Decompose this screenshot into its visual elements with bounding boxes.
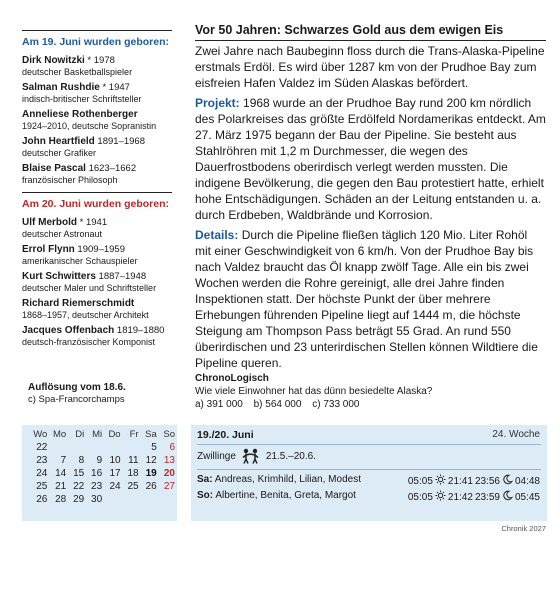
solution-answer: c) Spa-Francorchamps — [28, 394, 125, 405]
person-line — [22, 55, 172, 67]
calendar-day: 8 — [78, 455, 85, 466]
sun-icon — [435, 490, 446, 505]
person-years: 1891–1968 — [94, 136, 145, 147]
day-info-box — [191, 425, 547, 521]
calendar-day: 6 — [169, 442, 175, 453]
person-line — [22, 244, 172, 256]
calendar-day: 14 — [55, 468, 67, 479]
calendar-day: 7 — [60, 455, 67, 466]
calendar-week-row — [30, 467, 177, 480]
person-description: deutscher Basketballspieler — [22, 67, 133, 77]
person-description: deutsch-französischer Komponist — [22, 337, 156, 347]
person-years: * 1978 — [84, 55, 115, 66]
sa-moonrise: 23:56 — [474, 475, 500, 487]
sa-label: Sa: — [197, 474, 213, 485]
person-years: 1819–1880 — [114, 325, 165, 336]
calendar-day: 21 — [55, 481, 67, 492]
calendar-week-row — [30, 480, 177, 493]
person-description: 1924–2010, deutsche Sopranistin — [22, 121, 157, 131]
sa-names: Andreas, Krimhild, Lilian, Modest — [212, 474, 361, 485]
sun-icon — [435, 474, 446, 489]
article-projekt — [195, 95, 546, 223]
article-details — [195, 227, 546, 371]
zodiac — [197, 448, 316, 464]
person-name: Errol Flynn — [22, 244, 75, 255]
calendar-week-number: 22 — [36, 442, 48, 453]
calendar-week-number: 25 — [36, 481, 48, 492]
sun-moon-sa — [408, 474, 540, 489]
person-name: Dirk Nowitzki — [22, 55, 85, 66]
birthday-entry — [22, 109, 172, 132]
calendar-header: Mo — [53, 429, 67, 440]
zodiac-range: 21.5.–20.6. — [265, 450, 316, 462]
so-names: Albertine, Benita, Greta, Margot — [213, 490, 356, 501]
option-a: a) 391 000 — [195, 399, 243, 410]
person-name: Jacques Offenbach — [22, 325, 115, 336]
birthday-entry — [22, 136, 172, 159]
projekt-label: Projekt: — [195, 96, 240, 110]
projekt-text: 1968 wurde an der Prudhoe Bay rund 200 km nördlich des Polarkreises das größte Erdölfeld Nordamerikas entdeckt. Am 27. März 1975 begann der Bau der Pipeline. Sie besteht aus Stahlröhren mit 1,2 m Durchmesser, die wegen des Dauerfrostbodens oberirdisch verlegt werden mussten. Die indigene Bevölkerung, die gegen den Bau protestiert hatte, erhielt hohe Entschädigungen. Schäden an der Leitung entstanden u. a. durch Erdbeben, Waldbrände und Korrosion. — [195, 96, 546, 222]
person-line — [22, 82, 172, 94]
calendar-day — [123, 441, 141, 454]
footer-label: Chronik 2027 — [501, 524, 546, 533]
calendar-day — [141, 493, 159, 506]
calendar-day: 23 — [91, 481, 103, 492]
birthdays-column — [22, 30, 172, 352]
calendar-day: 22 — [73, 481, 85, 492]
article-intro: Zwei Jahre nach Baubeginn floss durch die Trans-Alaska-Pipeline erstmals Erdöl. Es wird über 1287 km von der Prudhoe Bay zum eisfreien Hafen Valdez im Süden Alaskas befördert. — [195, 44, 545, 90]
person-name: Anneliese Rothenberger — [22, 109, 138, 120]
calendar-header: Do — [108, 429, 121, 440]
sa-sunset: 21:41 — [447, 475, 473, 487]
person-line — [22, 298, 172, 310]
divider — [197, 469, 541, 470]
week-number: 24. Woche — [492, 429, 540, 440]
born-20-heading: Am 20. Juni wurden geboren: — [22, 198, 170, 210]
article-title: Vor 50 Jahren: Schwarzes Gold aus dem ewigen Eis — [195, 21, 546, 41]
calendar-day: 27 — [163, 481, 175, 492]
moon-icon — [502, 490, 513, 505]
birthday-entry — [22, 163, 172, 186]
calendar-day: 16 — [91, 468, 103, 479]
so-moonrise: 23:59 — [474, 491, 500, 503]
calendar-day — [104, 493, 122, 506]
calendar-header: Di — [75, 429, 85, 440]
calendar-day — [123, 493, 141, 506]
article — [195, 21, 546, 375]
birthday-entry — [22, 82, 172, 105]
chrono-options — [195, 398, 550, 411]
calendar-day: 19 — [145, 468, 157, 479]
divider — [197, 444, 541, 445]
solution-title: Auflösung vom 18.6. — [28, 382, 126, 393]
moon-icon — [502, 474, 513, 489]
calendar-header: Mi — [92, 429, 103, 440]
day-date: 19./20. Juni — [197, 429, 254, 441]
calendar-week-row — [30, 441, 177, 454]
calendar-week-row — [30, 454, 177, 467]
person-line — [22, 163, 172, 175]
birthday-entry — [22, 271, 172, 294]
person-name: Richard Riemerschmidt — [22, 298, 135, 309]
calendar-day: 25 — [127, 481, 139, 492]
calendar-day: 24 — [109, 481, 121, 492]
person-line — [22, 271, 172, 283]
person-description: indisch-britischer Schriftsteller — [22, 94, 142, 104]
so-label: So: — [197, 490, 214, 501]
calendar-day — [104, 441, 122, 454]
option-c: c) 733 000 — [312, 399, 360, 410]
option-b: b) 564 000 — [253, 399, 302, 410]
person-description: deutscher Astronaut — [22, 229, 103, 239]
calendar-week-number: 23 — [36, 455, 48, 466]
calendar-day: 20 — [163, 468, 175, 479]
sa-sunrise: 05:05 — [407, 475, 433, 487]
calendar-day: 30 — [91, 494, 103, 505]
calendar-week-row — [30, 493, 177, 506]
person-name: Blaise Pascal — [22, 163, 86, 174]
calendar-day: 9 — [96, 455, 103, 466]
so-moonset: 05:45 — [514, 491, 540, 503]
person-years: * 1947 — [99, 82, 130, 93]
sun-moon-so — [408, 490, 540, 505]
so-sunrise: 05:05 — [407, 491, 433, 503]
name-days-sa — [197, 474, 361, 486]
sa-moonset: 04:48 — [514, 475, 540, 487]
gemini-icon — [241, 448, 261, 464]
person-description: deutscher Grafiker — [22, 148, 97, 158]
details-label: Details: — [195, 228, 239, 242]
calendar-header: Fr — [129, 429, 139, 440]
born-19-list — [22, 55, 172, 186]
calendar-week-number: 26 — [36, 494, 48, 505]
calendar-header: Wo — [33, 429, 48, 440]
calendar-day: 13 — [163, 455, 175, 466]
details-text: Durch die Pipeline fließen täglich 120 Mio. Liter Rohöl mit einer Geschwindigkeit von 6 km/h. Von der Prudhoe Bay bis nach Valdez braucht das Öl knapp zwölf Tage. Alle ein bis zwei Wochen werden die Rohre gereinigt, alle drei Jahre finden Inspektionen statt. Der höchste Punkt der über mehrere Erhebungen führenden Pipeline liegt auf 1444 m, die höchste Steigung am Thompson Pass beträgt 55 Grad. An rund 550 überirdischen und 23 unterirdischen Stellen können Wildtiere die Pipeline queren. — [195, 228, 538, 370]
calendar-day — [49, 441, 68, 454]
calendar-day: 18 — [127, 468, 139, 479]
name-days-so — [197, 490, 356, 502]
chrono-quiz — [195, 372, 550, 411]
birthday-entry — [22, 244, 172, 267]
person-line — [22, 109, 172, 121]
chrono-question: Wie viele Einwohner hat das dünn besiedelte Alaska? — [195, 386, 433, 397]
birthday-entry — [22, 217, 172, 240]
birthday-entry — [22, 325, 172, 348]
divider — [22, 30, 172, 31]
person-name: Salman Rushdie — [22, 82, 100, 93]
person-years: 1887–1948 — [95, 271, 147, 282]
calendar-day: 11 — [128, 455, 139, 466]
birthday-entry — [22, 298, 172, 321]
person-years: * 1941 — [77, 217, 108, 228]
person-description: 1868–1957, deutscher Architekt — [22, 310, 149, 320]
zodiac-name: Zwillinge — [197, 450, 236, 462]
calendar-day: 17 — [109, 468, 121, 479]
person-description: deutscher Maler und Schriftsteller — [22, 283, 157, 293]
solution-block — [28, 381, 178, 406]
divider — [22, 192, 172, 193]
calendar-day: 28 — [55, 494, 67, 505]
person-name: John Heartfield — [22, 136, 95, 147]
calendar-day: 15 — [73, 468, 85, 479]
person-line — [22, 136, 172, 148]
calendar-week-number: 24 — [36, 468, 48, 479]
calendar-day: 10 — [109, 455, 121, 466]
person-line — [22, 217, 172, 229]
born-19-heading: Am 19. Juni wurden geboren: — [22, 36, 170, 48]
person-line — [22, 325, 172, 337]
calendar-day: 29 — [73, 494, 85, 505]
calendar-day — [159, 493, 177, 506]
person-years: 1623–1662 — [85, 163, 137, 174]
calendar-day: 26 — [145, 481, 157, 492]
person-years: 1909–1959 — [74, 244, 125, 255]
calendar-day — [86, 441, 104, 454]
calendar-day: 12 — [145, 455, 157, 466]
month-calendar — [22, 425, 177, 521]
calendar-day — [68, 441, 86, 454]
person-description: amerikanischer Schauspieler — [22, 256, 138, 266]
person-description: französischer Philosoph — [22, 175, 118, 185]
person-name: Kurt Schwitters — [22, 271, 96, 282]
person-name: Ulf Merbold — [22, 217, 77, 228]
calendar-day: 5 — [151, 442, 157, 453]
calendar-header: Sa — [145, 429, 157, 440]
chrono-title: ChronoLogisch — [195, 373, 269, 384]
birthday-entry — [22, 55, 172, 78]
born-20-list — [22, 217, 172, 348]
so-sunset: 21:42 — [447, 491, 473, 503]
calendar-header: So — [163, 429, 175, 440]
